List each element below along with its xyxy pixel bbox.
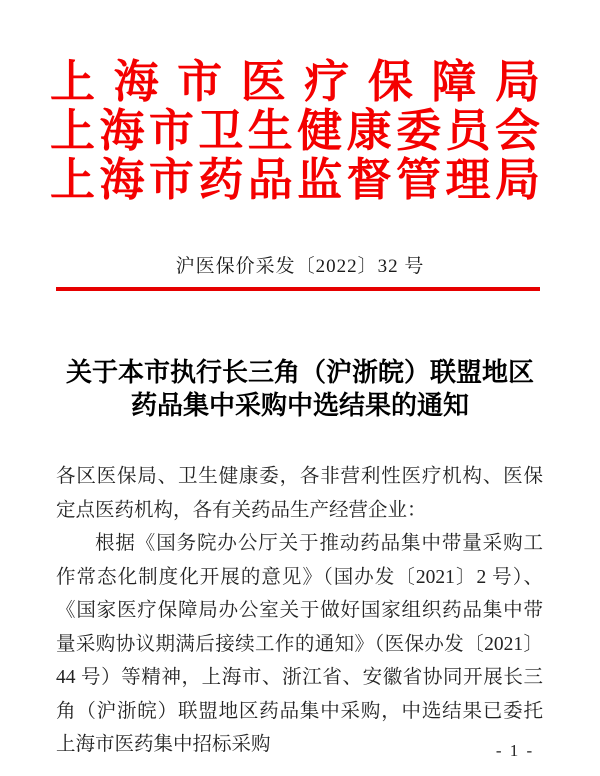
org-name-health-commission: 上 海 市 卫 生 健 康 委 员 会 xyxy=(50,106,540,156)
notice-title-line-2: 药品集中采购中选结果的通知 xyxy=(130,391,469,420)
org-name-drug-administration: 上 海 市 药 品 监 督 管 理 局 xyxy=(50,155,540,205)
document-reference-number: 沪医保价采发〔2022〕32 号 xyxy=(175,256,425,277)
notice-title-line-1: 关于本市执行长三角（沪浙皖）联盟地区 xyxy=(65,358,534,387)
body-paragraph-1: 根据《国务院办公厅关于推动药品集中带量采购工作常态化制度化开展的意见》（国办发〔2021〕2 号）、《国家医疗保障局办公室关于做好国家组织药品集中带量采购协议期满后接续工作的通知》（医保办发〔2021〕44 号）等精神，上海市、浙江省、安徽省协同开展长三角（沪浙皖）联盟地区药品集中采购，中选结果已委托上海市医药集中招标采购 xyxy=(56,533,543,755)
page-number: - 1 - xyxy=(495,741,535,760)
letterhead xyxy=(50,58,540,205)
red-divider-rule xyxy=(56,287,540,291)
salutation-paragraph: 各区医保局、卫生健康委，各非营利性医疗机构、医保定点医药机构，各有关药品生产经营企业： xyxy=(56,466,543,521)
org-name-medical-insurance-bureau: 上 海 市 医 疗 保 障 局 xyxy=(50,57,540,107)
notice-body xyxy=(56,460,543,762)
notice-title xyxy=(56,356,544,422)
